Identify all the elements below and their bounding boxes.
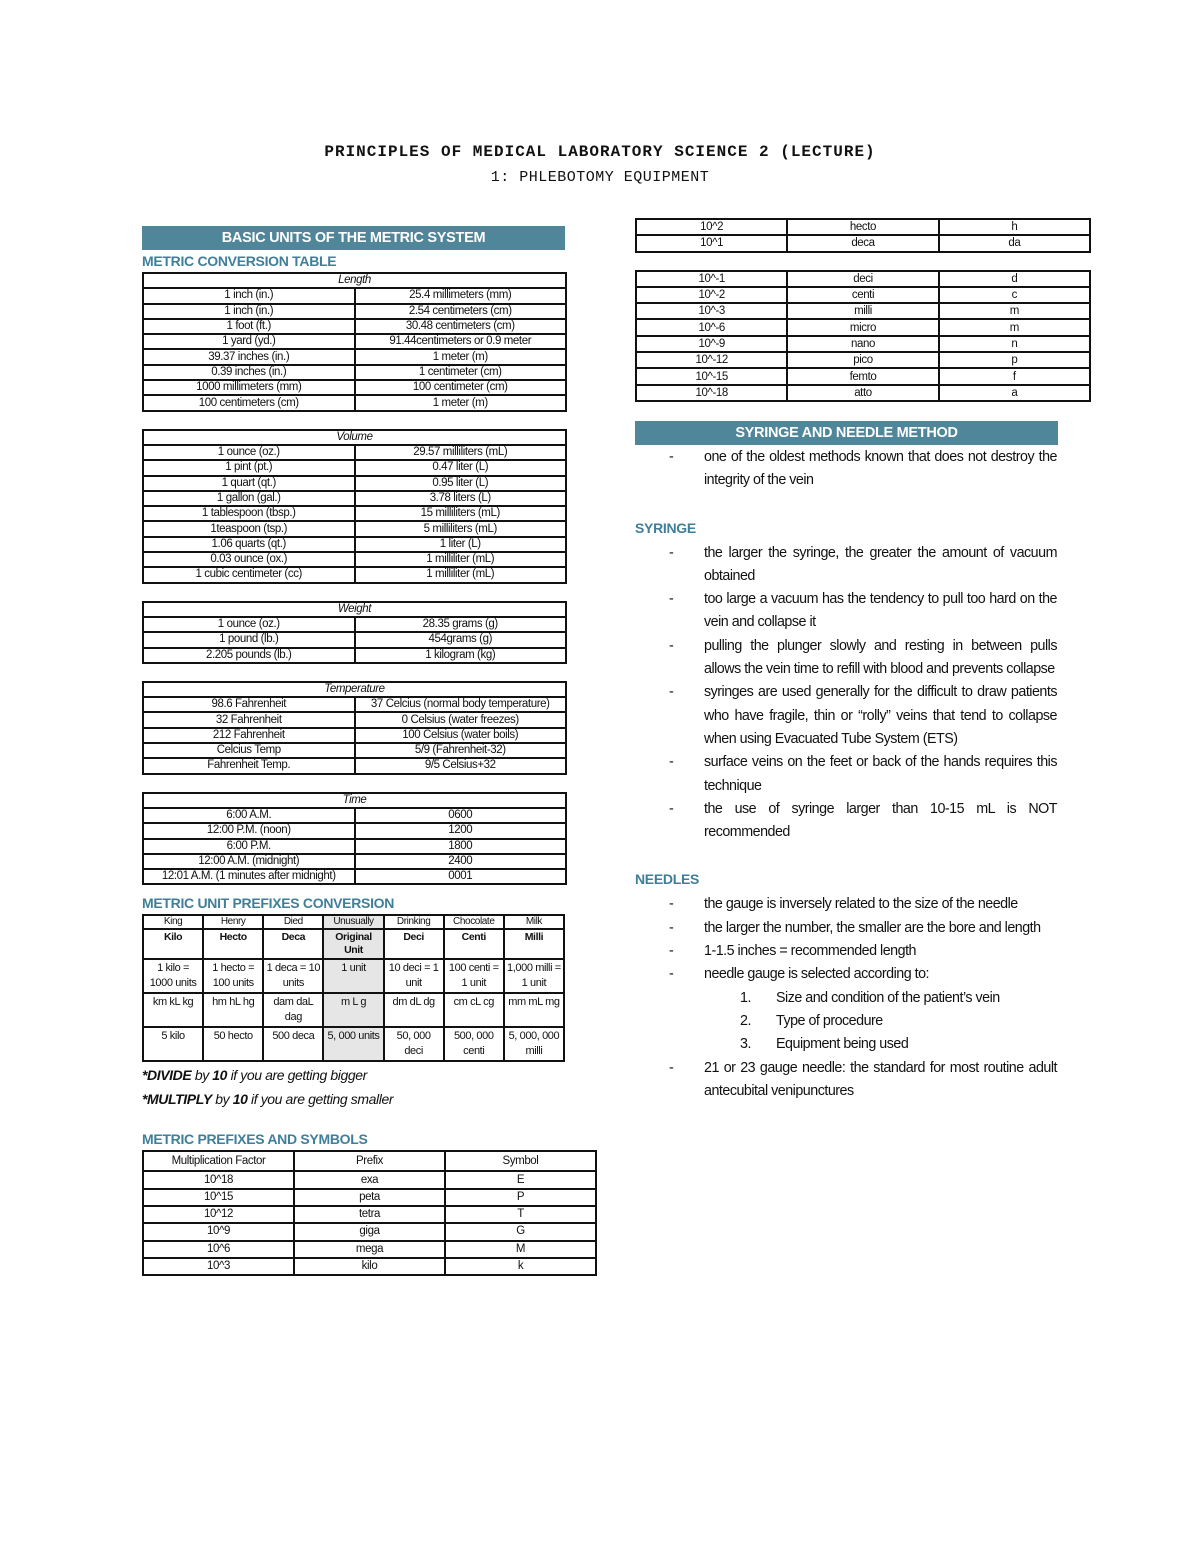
table-cell: 10^-3 [636, 303, 787, 319]
table-cell: Fahrenheit Temp. [143, 758, 355, 773]
table-cell: da [939, 235, 1090, 251]
table-cell: h [939, 219, 1090, 235]
bullet-dash: - [669, 591, 674, 608]
table-cell: 10^-2 [636, 287, 787, 303]
note-line [142, 1063, 598, 1087]
bullet-dash: - [669, 754, 674, 771]
table-caption: Length [143, 273, 566, 288]
numbered-item [635, 1033, 1056, 1056]
prefix-row-symbols [143, 993, 564, 1027]
bullet-dash: - [669, 684, 674, 701]
table-cell: m [939, 303, 1090, 319]
table-cell: p [939, 352, 1090, 368]
numbered-item [635, 987, 1056, 1010]
table-row [143, 1223, 596, 1240]
prefix-cell: Kilo [143, 929, 203, 959]
table-cell: 1 meter (m) [355, 395, 567, 410]
bullet-item [635, 963, 1057, 986]
bullet-text: one of the oldest methods known that does not destroy the integrity of the vein [704, 448, 1057, 489]
table-cell: 3.78 liters (L) [355, 491, 567, 506]
prefix-cell: Milk [504, 915, 564, 929]
prefix-cell: Chocolate [444, 915, 504, 929]
table-cell: 1.06 quarts (qt.) [143, 537, 355, 552]
table-cell: a [939, 385, 1090, 401]
prefix-conversion-table [142, 914, 565, 1062]
table-cell: 10^15 [143, 1189, 294, 1206]
prefix-cell: Deci [384, 929, 444, 959]
table-cell: m [939, 319, 1090, 335]
table-cell: 1 inch (in.) [143, 288, 355, 303]
prefix-cell: 500, 000 centi [444, 1027, 504, 1061]
table-cell: 1 pint (pt.) [143, 460, 355, 475]
prefix-conversion-heading: METRIC UNIT PREFIXES CONVERSION [142, 895, 395, 912]
item-text: Type of procedure [776, 1012, 883, 1029]
syringe-needle-banner: SYRINGE AND NEEDLE METHOD [635, 421, 1058, 445]
prefix-cell: Original Unit [323, 929, 383, 959]
bullet-item [635, 542, 1057, 589]
table-cell: 2.205 pounds (lb.) [143, 648, 355, 663]
prefix-cell: 10 deci = 1 unit [384, 959, 444, 993]
table-row [143, 1171, 596, 1188]
table-cell: pico [787, 352, 938, 368]
bullet-item [635, 940, 1057, 963]
table-cell: 10^-1 [636, 271, 787, 287]
table-cell: 12:00 P.M. (noon) [143, 823, 355, 838]
table-cell: 1 yard (yd.) [143, 334, 355, 349]
prefix-cell: King [143, 915, 203, 929]
table-cell: f [939, 368, 1090, 384]
table-row [143, 697, 566, 712]
note-text: if you are getting smaller [247, 1091, 394, 1108]
table-row [143, 552, 566, 567]
table-cell: 10^1 [636, 235, 787, 251]
sub-list-container [635, 987, 1057, 1057]
bullet-text: the larger the number, the smaller are the bore and length [704, 919, 1041, 936]
table-cell: 9/5 Celsius+32 [355, 758, 567, 773]
prefix-cell: m L g [323, 993, 383, 1027]
table-cell: 1 milliliter (mL) [355, 567, 567, 582]
note-text: if you are getting bigger [227, 1067, 367, 1084]
bullet-text: the larger the syringe, the greater the amount of vacuum obtained [704, 544, 1057, 584]
prefix-cell: Hecto [203, 929, 263, 959]
table-cell: 100 centimeters (cm) [143, 395, 355, 410]
conversion-table-time [142, 792, 567, 886]
table-cell: 10^9 [143, 1223, 294, 1240]
table-row [143, 567, 566, 582]
bullet-item [635, 588, 1057, 635]
table-cell: 1000 millimeters (mm) [143, 380, 355, 395]
table-caption-row [143, 430, 566, 445]
bullet-dash: - [669, 637, 674, 654]
bullet-item [635, 681, 1057, 751]
bullet-item [635, 917, 1057, 940]
prefix-cell: 500 deca [263, 1027, 323, 1061]
table-row [143, 728, 566, 743]
table-row [143, 349, 566, 364]
table-cell: 1 quart (qt.) [143, 476, 355, 491]
table-cell: deci [787, 271, 938, 287]
table-cell: 1 milliliter (mL) [355, 552, 567, 567]
table-row [143, 743, 566, 758]
table-cell: 0 Celsius (water freezes) [355, 712, 567, 727]
table-cell: M [445, 1241, 596, 1258]
table-cell: exa [294, 1171, 445, 1188]
table-cell: 10^-6 [636, 319, 787, 335]
table-cell: 10^6 [143, 1241, 294, 1258]
bullet-item [635, 635, 1057, 682]
prefix-cell: km kL kg [143, 993, 203, 1027]
table-cell: 1 foot (ft.) [143, 319, 355, 334]
table-cell: T [445, 1206, 596, 1223]
note-text: by [191, 1067, 213, 1084]
syringe-heading: SYRINGE [635, 519, 696, 536]
bullet-dash: - [669, 544, 674, 561]
table-cell: 212 Fahrenheit [143, 728, 355, 743]
prefix-cell: dam daL dag [263, 993, 323, 1027]
header-cell: Multiplication Factor [143, 1151, 294, 1171]
table-cell: 0600 [355, 808, 567, 823]
table-cell: 2.54 centimeters (cm) [355, 304, 567, 319]
table-cell: 1 cubic centimeter (cc) [143, 567, 355, 582]
prefix-cell: dm dL dg [384, 993, 444, 1027]
table-row [636, 319, 1090, 335]
table-row [636, 336, 1090, 352]
table-cell: 5 milliliters (mL) [355, 521, 567, 536]
table-caption: Time [143, 793, 566, 808]
prefix-cell: Drinking [384, 915, 444, 929]
table-row [636, 287, 1090, 303]
table-cell: kilo [294, 1258, 445, 1275]
prefix-table-negative [635, 270, 1091, 402]
table-row [143, 1189, 596, 1206]
table-cell: 39.37 inches (in.) [143, 349, 355, 364]
table-cell: 1 kilogram (kg) [355, 648, 567, 663]
table-cell: deca [787, 235, 938, 251]
table-row [143, 506, 566, 521]
prefix-cell: Milli [504, 929, 564, 959]
prefix-cell: Centi [444, 929, 504, 959]
table-cell: 1 liter (L) [355, 537, 567, 552]
table-cell: 2400 [355, 854, 567, 869]
note-emphasis: *DIVIDE [142, 1067, 192, 1084]
table-cell: 1 inch (in.) [143, 304, 355, 319]
table-cell: 100 Celsius (water boils) [355, 728, 567, 743]
table-row [143, 491, 566, 506]
syringe-bullets [635, 542, 1091, 845]
bullet-dash: - [669, 919, 674, 936]
header-cell: Prefix [294, 1151, 445, 1171]
table-cell: 10^12 [143, 1206, 294, 1223]
prefix-cell: mm mL mg [504, 993, 564, 1027]
table-row [636, 271, 1090, 287]
table-row [143, 460, 566, 475]
note-emphasis: 10 [212, 1067, 228, 1084]
table-cell: hecto [787, 219, 938, 235]
prefixes-symbols-table [142, 1150, 597, 1276]
conversion-table-temperature [142, 681, 567, 775]
bullet-text: 1-1.5 inches = recommended length [704, 943, 916, 960]
prefix-cell: 50 hecto [203, 1027, 263, 1061]
table-cell: 1800 [355, 839, 567, 854]
note-emphasis: *MULTIPLY [142, 1091, 212, 1108]
prefix-cell: 100 centi = 1 unit [444, 959, 504, 993]
table-cell: P [445, 1189, 596, 1206]
note-line [142, 1087, 598, 1111]
table-cell: 12:01 A.M. (1 minutes after midnight) [143, 869, 355, 884]
note-text: by [211, 1091, 233, 1108]
needle-gauge-criteria [635, 987, 1057, 1057]
table-row [636, 385, 1090, 401]
table-cell: 10^3 [143, 1258, 294, 1275]
table-caption-row [143, 682, 566, 697]
table-row [636, 303, 1090, 319]
table-cell: tetra [294, 1206, 445, 1223]
table-cell: E [445, 1171, 596, 1188]
table-caption: Temperature [143, 682, 566, 697]
table-row [143, 319, 566, 334]
bullet-item [635, 751, 1057, 798]
bullet-dash: - [669, 966, 674, 983]
table-cell: 1 gallon (gal.) [143, 491, 355, 506]
item-number: 2. [740, 1012, 751, 1029]
table-cell: 10^-9 [636, 336, 787, 352]
table-cell: d [939, 271, 1090, 287]
table-row [636, 352, 1090, 368]
table-cell: peta [294, 1189, 445, 1206]
table-row [143, 1206, 596, 1223]
table-row [143, 380, 566, 395]
bullet-item [635, 893, 1057, 916]
bullet-item [635, 798, 1057, 845]
conversion-table-weight [142, 601, 567, 664]
table-cell: 91.44centimeters or 0.9 meter [355, 334, 567, 349]
table-caption-row [143, 273, 566, 288]
prefixes-symbols-heading: METRIC PREFIXES AND SYMBOLS [142, 1131, 368, 1148]
bullet-dash: - [669, 1059, 674, 1076]
bullet-text: needle gauge is selected according to: [704, 966, 930, 983]
table-cell: 1 tablespoon (tbsp.) [143, 506, 355, 521]
table-cell: 1200 [355, 823, 567, 838]
table-row [143, 395, 566, 410]
table-cell: 1 ounce (oz.) [143, 445, 355, 460]
table-cell: c [939, 287, 1090, 303]
prefix-cell: 1,000 milli = 1 unit [504, 959, 564, 993]
table-row [143, 288, 566, 303]
table-row [143, 758, 566, 773]
bullet-text: the use of syringe larger than 10-15 mL is NOT recommended [704, 800, 1057, 841]
table-row [143, 869, 566, 884]
table-cell: 30.48 centimeters (cm) [355, 319, 567, 334]
table-cell: 1 meter (m) [355, 349, 567, 364]
table-cell: micro [787, 319, 938, 335]
table-cell: 28.35 grams (g) [355, 617, 567, 632]
table-cell: 6:00 A.M. [143, 808, 355, 823]
item-text: Size and condition of the patient’s vein [776, 989, 1000, 1006]
prefix-cell: Died [263, 915, 323, 929]
table-cell: femto [787, 368, 938, 384]
table-row [143, 632, 566, 647]
prefix-cell: hm hL hg [203, 993, 263, 1027]
left-column [142, 226, 598, 1276]
bullet-text: the gauge is inversely related to the size of the needle [704, 896, 1018, 913]
table-cell: Celcius Temp [143, 743, 355, 758]
numbered-item [635, 1010, 1056, 1033]
needles-heading: NEEDLES [635, 871, 700, 888]
table-cell: 0.47 liter (L) [355, 460, 567, 475]
bullet-text: syringes are used generally for the difficult to draw patients who have fragile, thin or “rolly” veins that tend to collapse when using Evacuated Tube System (ETS) [704, 684, 1057, 747]
table-caption-row [143, 793, 566, 808]
prefix-cell: cm cL cg [444, 993, 504, 1027]
method-bullets [635, 446, 1091, 493]
table-cell: 0.03 ounce (ox.) [143, 552, 355, 567]
symbols-header-row [143, 1151, 596, 1171]
table-cell: nano [787, 336, 938, 352]
prefix-cell: 5, 000 units [323, 1027, 383, 1061]
bullet-item [635, 446, 1057, 493]
item-number: 3. [740, 1036, 751, 1053]
table-cell: 1 ounce (oz.) [143, 617, 355, 632]
table-row [143, 445, 566, 460]
prefix-cell: Unusually [323, 915, 383, 929]
bullet-text: surface veins on the feet or back of the hands requires this technique [704, 754, 1057, 794]
table-cell: 454grams (g) [355, 632, 567, 647]
table-cell: n [939, 336, 1090, 352]
table-cell: 37 Celcius (normal body temperature) [355, 697, 567, 712]
table-row [143, 854, 566, 869]
prefix-table-positive [635, 218, 1091, 253]
table-cell: milli [787, 303, 938, 319]
table-cell: 32 Fahrenheit [143, 712, 355, 727]
table-cell: 10^2 [636, 219, 787, 235]
table-cell: 25.4 millimeters (mm) [355, 288, 567, 303]
prefix-cell: 1 unit [323, 959, 383, 993]
conversion-tables [142, 272, 598, 885]
bullet-dash: - [669, 448, 674, 465]
table-cell: 10^-12 [636, 352, 787, 368]
table-row [143, 476, 566, 491]
table-cell: atto [787, 385, 938, 401]
table-cell: 98.6 Fahrenheit [143, 697, 355, 712]
table-cell: 12:00 A.M. (midnight) [143, 854, 355, 869]
table-caption: Volume [143, 430, 566, 445]
table-cell: 10^18 [143, 1171, 294, 1188]
metric-system-banner: BASIC UNITS OF THE METRIC SYSTEM [142, 226, 565, 250]
table-row [636, 368, 1090, 384]
document-subtitle: 1: PHLEBOTOMY EQUIPMENT [490, 169, 710, 186]
conversion-table-length [142, 272, 567, 412]
conversion-table-heading: METRIC CONVERSION TABLE [142, 253, 337, 269]
prefix-cell: 1 hecto = 100 units [203, 959, 263, 993]
prefix-cell: 50, 000 deci [384, 1027, 444, 1061]
item-text: Equipment being used [776, 1036, 909, 1053]
table-row [143, 304, 566, 319]
table-cell: 29.57 milliliters (mL) [355, 445, 567, 460]
table-row [143, 537, 566, 552]
prefix-row-prefixes [143, 929, 564, 959]
table-caption-row [143, 602, 566, 617]
item-number: 1. [740, 989, 751, 1006]
table-row [143, 1258, 596, 1275]
table-row [143, 839, 566, 854]
table-cell: 1teaspoon (tsp.) [143, 521, 355, 536]
table-cell: 10^-15 [636, 368, 787, 384]
table-cell: 0001 [355, 869, 567, 884]
table-row [143, 648, 566, 663]
table-row [143, 334, 566, 349]
bullet-text: pulling the plunger slowly and resting in between pulls allows the vein time to refill with blood and prevents collapse [704, 637, 1057, 678]
table-cell: 0.39 inches (in.) [143, 365, 355, 380]
prefix-cell: 1 kilo = 1000 units [143, 959, 203, 993]
needles-bullets [635, 893, 1091, 1103]
table-cell: centi [787, 287, 938, 303]
prefix-row-examples [143, 1027, 564, 1061]
table-cell: 0.95 liter (L) [355, 476, 567, 491]
bullet-text: too large a vacuum has the tendency to pull too hard on the vein and collapse it [704, 591, 1057, 631]
table-cell: 15 milliliters (mL) [355, 506, 567, 521]
table-cell: G [445, 1223, 596, 1240]
table-cell: 100 centimeter (cm) [355, 380, 567, 395]
bullet-dash: - [669, 896, 674, 913]
table-row [636, 219, 1090, 235]
prefix-row-mnemonic [143, 915, 564, 929]
table-row [143, 712, 566, 727]
table-row [143, 823, 566, 838]
right-column [635, 218, 1091, 1103]
table-row [143, 521, 566, 536]
table-cell: 5/9 (Fahrenheit-32) [355, 743, 567, 758]
table-row [143, 617, 566, 632]
table-cell: mega [294, 1241, 445, 1258]
table-cell: 10^-18 [636, 385, 787, 401]
table-row [143, 808, 566, 823]
prefix-row-equivalents [143, 959, 564, 993]
bullet-dash: - [669, 943, 674, 960]
prefix-cell: 1 deca = 10 units [263, 959, 323, 993]
table-row [636, 235, 1090, 251]
conversion-table-volume [142, 429, 567, 584]
table-caption: Weight [143, 602, 566, 617]
bullet-item [635, 1057, 1057, 1104]
table-row [143, 1241, 596, 1258]
table-cell: giga [294, 1223, 445, 1240]
table-row [143, 365, 566, 380]
prefix-cell: Deca [263, 929, 323, 959]
document-title: PRINCIPLES OF MEDICAL LABORATORY SCIENCE 2 (LECTURE) [324, 143, 876, 161]
table-cell: k [445, 1258, 596, 1275]
prefix-cell: 5, 000, 000 milli [504, 1027, 564, 1061]
table-cell: 1 pound (lb.) [143, 632, 355, 647]
note-emphasis: 10 [232, 1091, 248, 1108]
prefix-cell: Henry [203, 915, 263, 929]
table-cell: 6:00 P.M. [143, 839, 355, 854]
conversion-notes [142, 1063, 598, 1111]
table-cell: 1 centimeter (cm) [355, 365, 567, 380]
header-cell: Symbol [445, 1151, 596, 1171]
prefix-cell: 5 kilo [143, 1027, 203, 1061]
bullet-text: 21 or 23 gauge needle: the standard for most routine adult antecubital venipunctures [704, 1059, 1057, 1099]
bullet-dash: - [669, 800, 674, 817]
